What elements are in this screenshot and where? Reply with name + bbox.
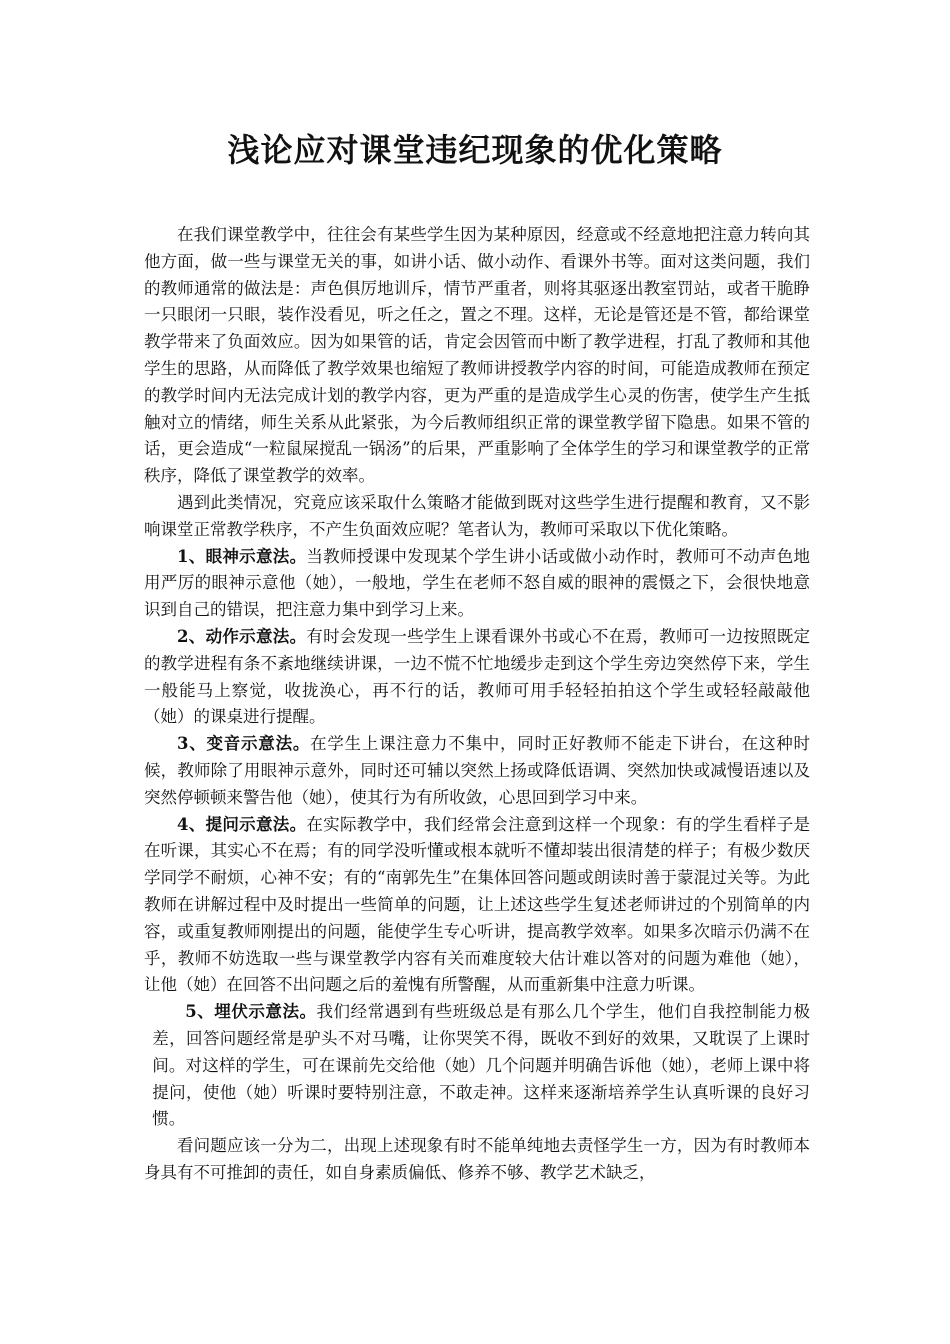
paragraph-text: 在实际教学中，我们经常会注意到这样一个现象：有的学生看样子是在听课，其实心不在焉；有的同学没听懂或根本就听不懂却装出很清楚的样子；有极少数厌学同学不耐烦，心神不安；有的“南郭先生”在集体回答问题或朗读时善于蒙混过关等。为此教师在讲解过程中及时提出一些简单的问题，让上述这些学生复述老师讲过的个别简单的内容，或重复教师刚提出的问题，能使学生专心听讲，提高教学效率。如果多次暗示仍满不在乎，教师不妨选取一些与课堂教学内容有关而难度较大估计难以答对的问题为难他（她），让他（她）在回答不出问题之后的羞愧有所警醒，从而重新集中注意力听课。 <box>144 814 811 995</box>
paragraph-text: 在学生上课注意力不集中，同时正好教师不能走下讲台，在这种时候，教师除了用眼神示意外，同时还可辅以突然上扬或降低语调、突然加快或减慢语速以及突然停顿顿来警告他（她），使其行为有所收敛，心思回到学习中来。 <box>144 734 811 807</box>
document-body <box>144 222 810 1187</box>
strategy-heading: 4、提问示意法。 <box>177 814 307 834</box>
paragraph-strategy-2 <box>144 624 810 731</box>
paragraph-text: 在我们课堂教学中，往往会有某些学生因为某种原因，经意或不经意地把注意力转向其他方面，做一些与课堂无关的事，如讲小话、做小动作、看课外书等。面对这类问题，我们的教师通常的做法是：声色俱厉地训斥，情节严重者，则将其驱逐出教室罚站，或者干脆睁一只眼闭一只眼，装作没看见，听之任之，置之不理。这样，无论是管还是不管，都给课堂教学带来了负面效应。因为如果管的话，肯定会因管而中断了教学进程，打乱了教师和其他学生的思路，从而降低了教学效果也缩短了教师讲授教学内容的时间，可能造成教师在预定的教学时间内无法完成计划的教学内容，更为严重的是造成学生心灵的伤害，使学生产生抵触对立的情绪，师生关系从此紧张，为今后教师组织正常的课堂教学留下隐患。如果不管的话，更会造成“一粒鼠屎搅乱一锅汤”的后果，严重影响了全体学生的学习和课堂教学的正常秩序，降低了课堂教学的效率。 <box>144 225 810 486</box>
paragraph-text: 看问题应该一分为二，出现上述现象有时不能单纯地去责怪学生一方，因为有时教师本身具有不可推卸的责任，如自身素质偏低、修养不够、教学艺术缺乏， <box>144 1136 810 1182</box>
strategy-heading: 2、动作示意法。 <box>177 626 307 646</box>
strategy-heading: 1、眼神示意法。 <box>177 546 307 566</box>
paragraph-text: 有时会发现一些学生上课看课外书或心不在焉，教师可一边按照既定的教学进程有条不紊地继续讲课，一边不慌不忙地缓步走到这个学生旁边突然停下来，学生一般能马上察觉，收拢涣心，再不行的话，教师可用手轻轻拍拍这个学生或轻轻敲敲他（她）的课桌进行提醒。 <box>144 626 811 727</box>
paragraph-conclusion <box>144 1133 810 1187</box>
paragraph-strategy-3 <box>144 731 810 811</box>
document-title: 浅论应对课堂违纪现象的优化策略 <box>227 131 723 169</box>
paragraph-strategy-5 <box>144 999 810 1133</box>
paragraph-text: 我们经常遇到有些班级总是有那么几个学生，他们自我控制能力极差，回答问题经常是驴头不对马嘴，让你哭笑不得，既收不到好的效果，又耽误了上课时间。对这样的学生，可在课前先交给他（她）几个问题并明确告诉他（她），老师上课中将提问，使他（她）听课时要特别注意，不敢走神。这样来逐渐培养学生认真听课的良好习惯。 <box>152 1002 810 1129</box>
paragraph-strategy-1 <box>144 544 810 624</box>
paragraph-text: 遇到此类情况，究竟应该采取什么策略才能做到既对这些学生进行提醒和教育，又不影响课堂正常教学秩序，不产生负面效应呢？笔者认为，教师可采取以下优化策略。 <box>144 492 810 539</box>
strategy-heading: 3、变音示意法。 <box>177 734 311 754</box>
paragraph-question <box>144 490 810 544</box>
paragraph-strategy-4 <box>144 812 810 1000</box>
paragraph-intro <box>144 222 810 490</box>
strategy-heading: 5、埋伏示意法。 <box>185 1002 317 1022</box>
paragraph-text: 当教师授课中发现某个学生讲小话或做小动作时，教师可不动声色地用严厉的眼神示意他（她），一般地，学生在老师不怒自威的眼神的震慑之下，会很快地意识到自己的错误，把注意力集中到学习上来。 <box>144 546 811 620</box>
